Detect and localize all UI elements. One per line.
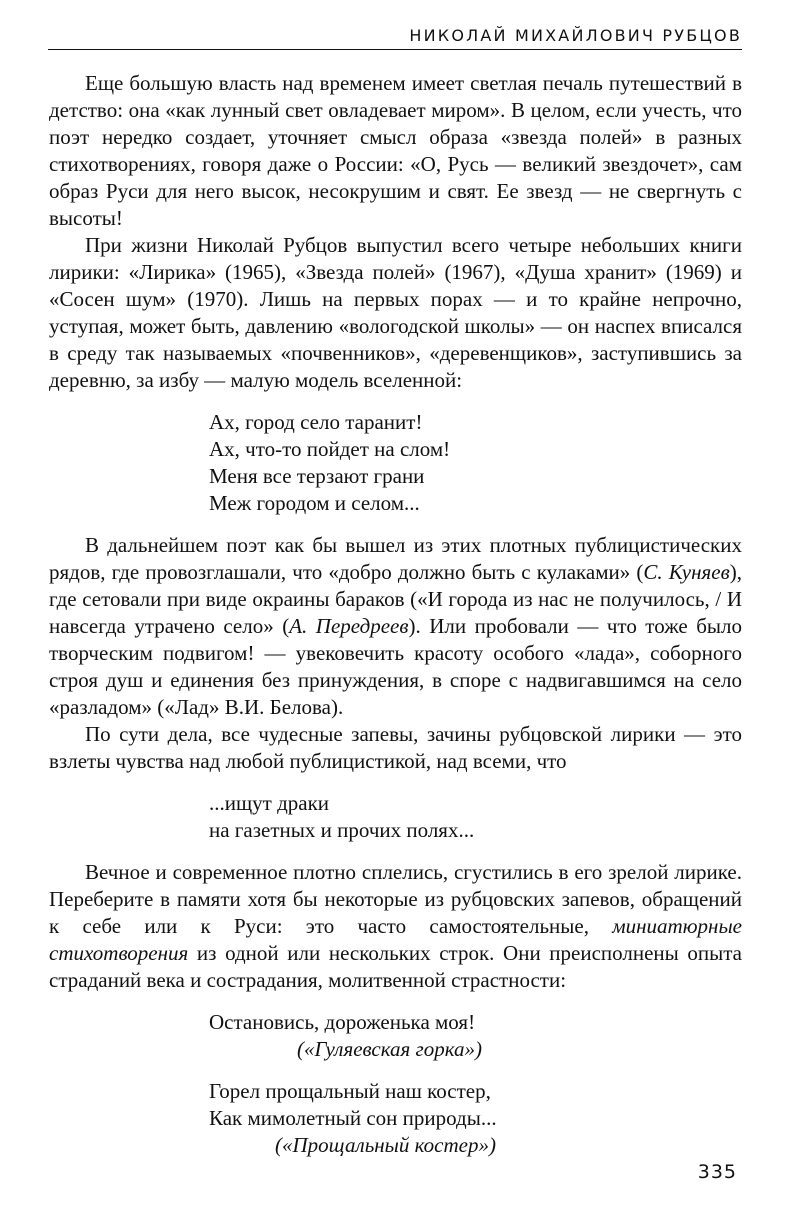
running-title: НИКОЛАЙ МИХАЙЛОВИЧ РУБЦОВ (409, 26, 742, 45)
poem-reference: («Прощальный костер») (275, 1133, 496, 1157)
page-number: 335 (697, 1161, 737, 1183)
verse-line: Ах, что-то пойдет на слом! (209, 437, 451, 461)
text-run: ). Или пробовали — что тоже было творческим подвигом! — увековечить красоту особого «лада», соборного строя душ и единения без принуждения, в споре с надвигавшимся на село «разладом» («Лад» В.И. Белова). (49, 614, 743, 719)
verse-line: Остановись, дороженька моя! (209, 1010, 476, 1034)
verse-line: ...ищут драки (209, 791, 330, 815)
emphasis: миниатюрные стихотворения (49, 914, 742, 965)
text-run: В дальнейшем поэт как бы вышел из этих плотных публицистических рядов, где провозглашали, что «добро должно быть с кулаками» ( (49, 533, 742, 584)
running-header (48, 26, 742, 50)
verse-line: Горел прощальный наш костер, (209, 1079, 491, 1103)
verse-line: Ах, город село таранит! (209, 410, 423, 434)
text-run: ), где сетовали при виде окраины бараков («И города из нас не получилось, / И навсегда утрачено село» ( (49, 560, 742, 638)
verse-line: Меня все терзают грани (209, 464, 425, 488)
author-citation: А. Передреев (289, 614, 409, 638)
verse-line: Как мимолетный сон природы... (209, 1106, 497, 1130)
paragraph-4: По сути дела, все чудесные запевы, зачины рубцовской лирики — это взлеты чувства над любой публицистикой, над всеми, что (49, 722, 742, 773)
verse-block-1 (209, 409, 742, 517)
text-run: из одной или нескольких строк. Они преисполнены опыта страданий века и сострадания, молитвенной страстности: (49, 941, 742, 992)
text-run: Вечное и современное плотно сплелись, сгустились в его зрелой лирике. Переберите в памяти хотя бы некоторые из рубцовских запевов, обращений к себе или к Руси: это часто самостоятельные, (49, 860, 742, 938)
verse-line: на газетных и прочих полях... (209, 818, 475, 842)
paragraph-3 (49, 532, 742, 721)
paragraph-1: Еще большую власть над временем имеет светлая печаль путешествий в детство: она «как лунный свет овладевает миром». В целом, если учесть, что поэт нередко создает, уточняет смысл образа «звезда полей» в разных стихотворениях, говоря даже о России: «О, Русь — великий звездочет», сам образ Руси для него высок, несокрушим и свят. Ее звезд — не свергнуть с высоты! (49, 71, 742, 230)
verse-block-4 (209, 1078, 742, 1159)
paragraph-2: При жизни Николай Рубцов выпустил всего четыре небольших книги лирики: «Лирика» (1965), «Звезда полей» (1967), «Душа хранит» (1969) и «Сосен шум» (1970). Лишь на первых порах — и то крайне непрочно, уступая, может быть, давлению «вологодской школы» — он наспех вписался в среду так называемых «почвенников», «деревенщиков», заступившись за деревню, за избу — малую модель вселенной: (49, 233, 742, 392)
verse-block-3 (209, 1009, 742, 1063)
poem-reference: («Гуляевская горка») (297, 1037, 482, 1061)
verse-block-2 (209, 790, 742, 844)
author-citation: С. Куняев (643, 560, 730, 584)
page-body (49, 70, 742, 1174)
paragraph-5 (49, 859, 742, 994)
verse-line: Меж городом и селом... (209, 491, 420, 515)
